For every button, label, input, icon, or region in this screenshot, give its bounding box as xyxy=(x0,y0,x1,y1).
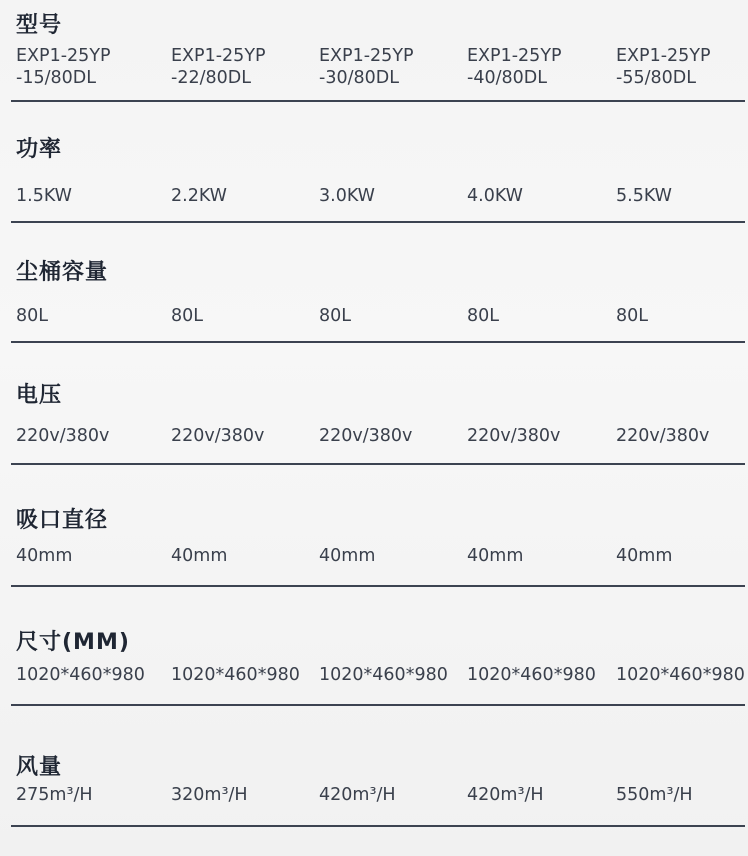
spec-value: EXP1-25YP -55/80DL xyxy=(616,46,711,88)
spec-title-airflow: 风量 xyxy=(16,755,63,780)
spec-value: 550m³/H xyxy=(616,785,693,805)
section-divider xyxy=(11,704,745,706)
spec-value: 220v/380v xyxy=(171,426,265,446)
spec-value: 80L xyxy=(319,306,352,326)
spec-value: 220v/380v xyxy=(16,426,110,446)
spec-value: 3.0KW xyxy=(319,186,375,206)
spec-value: 220v/380v xyxy=(616,426,710,446)
spec-value: EXP1-25YP -30/80DL xyxy=(319,46,414,88)
spec-value: 40mm xyxy=(616,546,673,566)
spec-value: 1020*460*980 xyxy=(319,665,448,685)
spec-value: 320m³/H xyxy=(171,785,248,805)
spec-value: EXP1-25YP -22/80DL xyxy=(171,46,266,88)
section-divider xyxy=(11,825,745,827)
spec-row-power xyxy=(0,185,748,233)
spec-value: 80L xyxy=(16,306,49,326)
spec-title-voltage: 电压 xyxy=(16,383,63,408)
spec-value: EXP1-25YP -15/80DL xyxy=(16,46,111,88)
spec-value: 1020*460*980 xyxy=(616,665,745,685)
spec-value: 1020*460*980 xyxy=(16,665,145,685)
spec-row-bucket xyxy=(0,305,748,353)
section-divider xyxy=(11,463,745,465)
spec-value: 1020*460*980 xyxy=(171,665,300,685)
section-divider xyxy=(11,341,745,343)
spec-row-voltage xyxy=(0,425,748,473)
spec-row-model xyxy=(0,45,748,93)
spec-value: EXP1-25YP -40/80DL xyxy=(467,46,562,88)
spec-value: 4.0KW xyxy=(467,186,523,206)
spec-value: 220v/380v xyxy=(467,426,561,446)
spec-title-bucket: 尘桶容量 xyxy=(16,260,109,285)
spec-value: 40mm xyxy=(467,546,524,566)
spec-title-power: 功率 xyxy=(16,137,63,162)
spec-value: 40mm xyxy=(16,546,73,566)
spec-value: 420m³/H xyxy=(319,785,396,805)
spec-value: 80L xyxy=(616,306,649,326)
spec-value: 2.2KW xyxy=(171,186,227,206)
spec-value: 420m³/H xyxy=(467,785,544,805)
spec-value: 1020*460*980 xyxy=(467,665,596,685)
spec-value: 40mm xyxy=(171,546,228,566)
spec-title-model: 型号 xyxy=(16,13,63,38)
spec-value: 5.5KW xyxy=(616,186,672,206)
spec-title-inlet: 吸口直径 xyxy=(16,508,109,533)
section-divider xyxy=(11,221,745,223)
spec-title-size: 尺寸(MM) xyxy=(16,630,130,655)
spec-value: 40mm xyxy=(319,546,376,566)
spec-value: 80L xyxy=(467,306,500,326)
spec-value: 80L xyxy=(171,306,204,326)
spec-value: 275m³/H xyxy=(16,785,93,805)
section-divider xyxy=(11,100,745,102)
section-divider xyxy=(11,585,745,587)
spec-value: 220v/380v xyxy=(319,426,413,446)
spec-value: 1.5KW xyxy=(16,186,72,206)
